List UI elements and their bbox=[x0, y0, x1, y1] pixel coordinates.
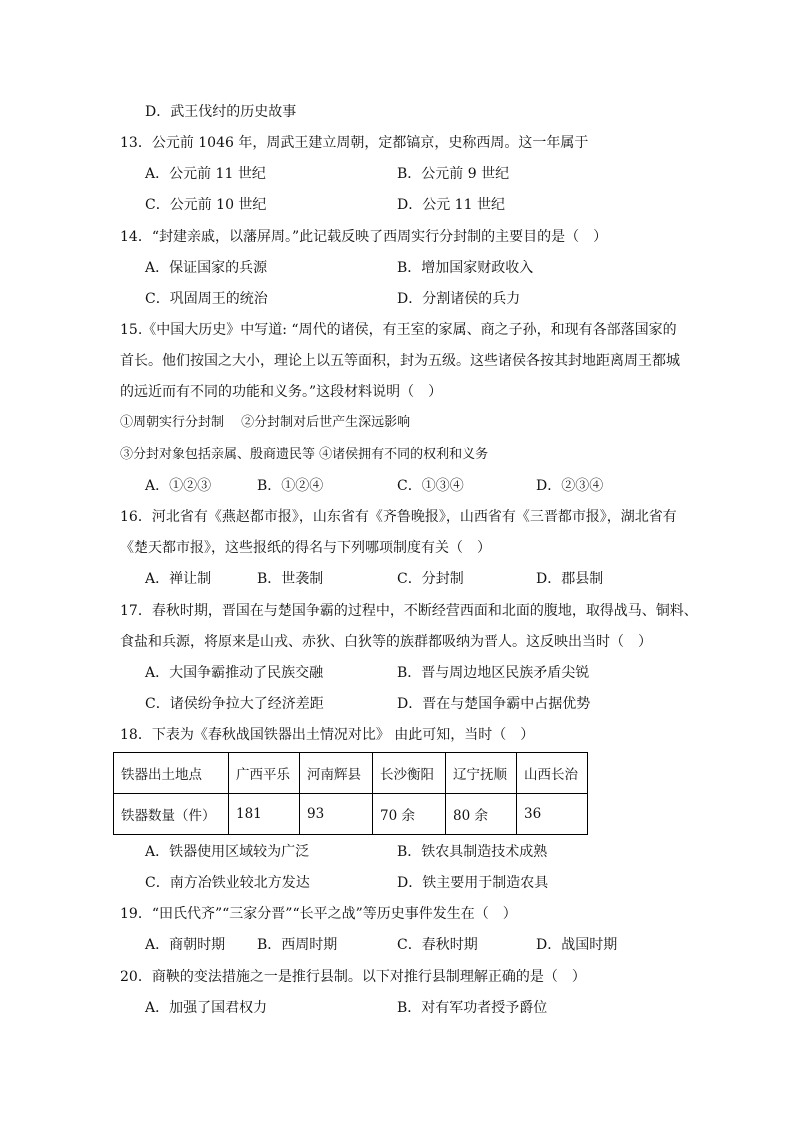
question-20-stem: 20．商鞅的变法措施之一是推行县制。以下对推行县制理解正确的是（ ） bbox=[120, 969, 586, 985]
question-17-stem: 17．春秋时期，晋国在与楚国争霸的过程中，不断经营西面和北面的腹地，取得战马、铜料、 bbox=[120, 603, 698, 619]
option-b: B．西周时期 bbox=[257, 937, 338, 953]
option-b: B．晋与周边地区民族矛盾尖锐 bbox=[397, 665, 590, 681]
option-c: C．公元前 10 世纪 bbox=[145, 197, 267, 213]
question-16-stem-cont: 《楚天都市报》，这些报纸的得名与下列哪项制度有关（ ） bbox=[120, 540, 491, 556]
option-b: B．世袭制 bbox=[257, 571, 324, 587]
option-c: C．春秋时期 bbox=[397, 937, 478, 953]
table-cell: 辽宁抚顺 bbox=[446, 753, 517, 794]
table-cell: 181 bbox=[229, 794, 300, 835]
option-b: B．①②④ bbox=[257, 478, 324, 494]
option-d: D．铁主要用于制造农具 bbox=[397, 875, 549, 891]
table-cell: 山西长治 bbox=[517, 753, 588, 794]
question-15-items: ①周朝实行分封制 ②分封制对后世产生深远影响 bbox=[120, 415, 411, 430]
question-16-stem: 16．河北省有《燕赵都市报》，山东省有《齐鲁晚报》，山西省有《三晋都市报》，湖北省有 bbox=[120, 509, 677, 525]
option-a: A．铁器使用区域较为广泛 bbox=[145, 844, 310, 860]
question-15-stem-cont: 的远近而有不同的功能和义务。”这段材料说明（ ） bbox=[120, 384, 443, 400]
table-cell: 铁器出土地点 bbox=[114, 753, 229, 794]
option-d: D．分割诸侯的兵力 bbox=[397, 291, 521, 307]
table-cell: 广西平乐 bbox=[229, 753, 300, 794]
option-d: D．②③④ bbox=[536, 478, 604, 494]
option-c: C．南方冶铁业较北方发达 bbox=[145, 875, 310, 891]
question-14-stem: 14．“封建亲戚，以藩屏周。”此记载反映了西周实行分封制的主要目的是（ ） bbox=[120, 229, 608, 245]
question-17-stem-cont: 食盐和兵源，将原来是山戎、赤狄、白狄等的族群都吸纳为晋人。这反映出当时（ ） bbox=[120, 634, 652, 650]
table-row bbox=[114, 794, 588, 835]
option-b: B．增加国家财政收入 bbox=[397, 260, 534, 276]
option-c: C．①③④ bbox=[397, 478, 464, 494]
question-15-stem: 15.《中国大历史》中写道: “周代的诸侯，有王室的家属、商之子孙，和现有各部落国家的 bbox=[120, 322, 677, 338]
option-a: A．禅让制 bbox=[145, 571, 212, 587]
question-13-stem: 13．公元前 1046 年，周武王建立周朝，定都镐京，史称西周。这一年属于 bbox=[120, 135, 589, 151]
option-b: B．公元前 9 世纪 bbox=[397, 166, 510, 182]
option-c: C．巩固周王的统治 bbox=[145, 291, 268, 307]
question-19-stem: 19．“田氏代齐”“三家分晋”“长平之战”等历史事件发生在（ ） bbox=[120, 906, 517, 922]
table-cell: 铁器数量（件） bbox=[114, 794, 229, 835]
iron-artifacts-table bbox=[113, 752, 588, 835]
option-d: D．郡县制 bbox=[536, 571, 604, 587]
question-18-stem: 18．下表为《春秋战国铁器出土情况对比》 由此可知，当时（ ） bbox=[120, 727, 535, 743]
option-a: A．保证国家的兵源 bbox=[145, 260, 268, 276]
table-cell: 93 bbox=[300, 794, 373, 835]
option-a: A．大国争霸推动了民族交融 bbox=[145, 665, 324, 681]
table-cell: 36 bbox=[517, 794, 588, 835]
option-b: B．对有军功者授予爵位 bbox=[397, 1000, 548, 1016]
option-b: B．铁农具制造技术成熟 bbox=[397, 844, 548, 860]
option-a: A．公元前 11 世纪 bbox=[145, 166, 266, 182]
option-c: C．分封制 bbox=[397, 571, 464, 587]
table-cell: 河南辉县 bbox=[300, 753, 373, 794]
question-15-items: ③分封对象包括亲属、殷商遗民等 ④诸侯拥有不同的权利和义务 bbox=[120, 447, 489, 462]
table-cell: 80 余 bbox=[446, 794, 517, 835]
option-a: A．商朝时期 bbox=[145, 937, 226, 953]
option-d: D．战国时期 bbox=[536, 937, 618, 953]
table-cell: 长沙衡阳 bbox=[373, 753, 446, 794]
option-c: C．诸侯纷争拉大了经济差距 bbox=[145, 696, 324, 712]
option-d: D．晋在与楚国争霸中占据优势 bbox=[397, 696, 591, 712]
question-15-stem-cont: 首长。他们按国之大小，理论上以五等面积，封为五级。这些诸侯各按其封地距离周王都城 bbox=[120, 353, 680, 369]
table-header-row bbox=[114, 753, 588, 794]
option-a: A．①②③ bbox=[145, 478, 212, 494]
option-d: D．武王伐纣的历史故事 bbox=[145, 104, 297, 120]
table-cell: 70 余 bbox=[373, 794, 446, 835]
option-d: D．公元 11 世纪 bbox=[397, 197, 505, 213]
option-a: A．加强了国君权力 bbox=[145, 1000, 268, 1016]
